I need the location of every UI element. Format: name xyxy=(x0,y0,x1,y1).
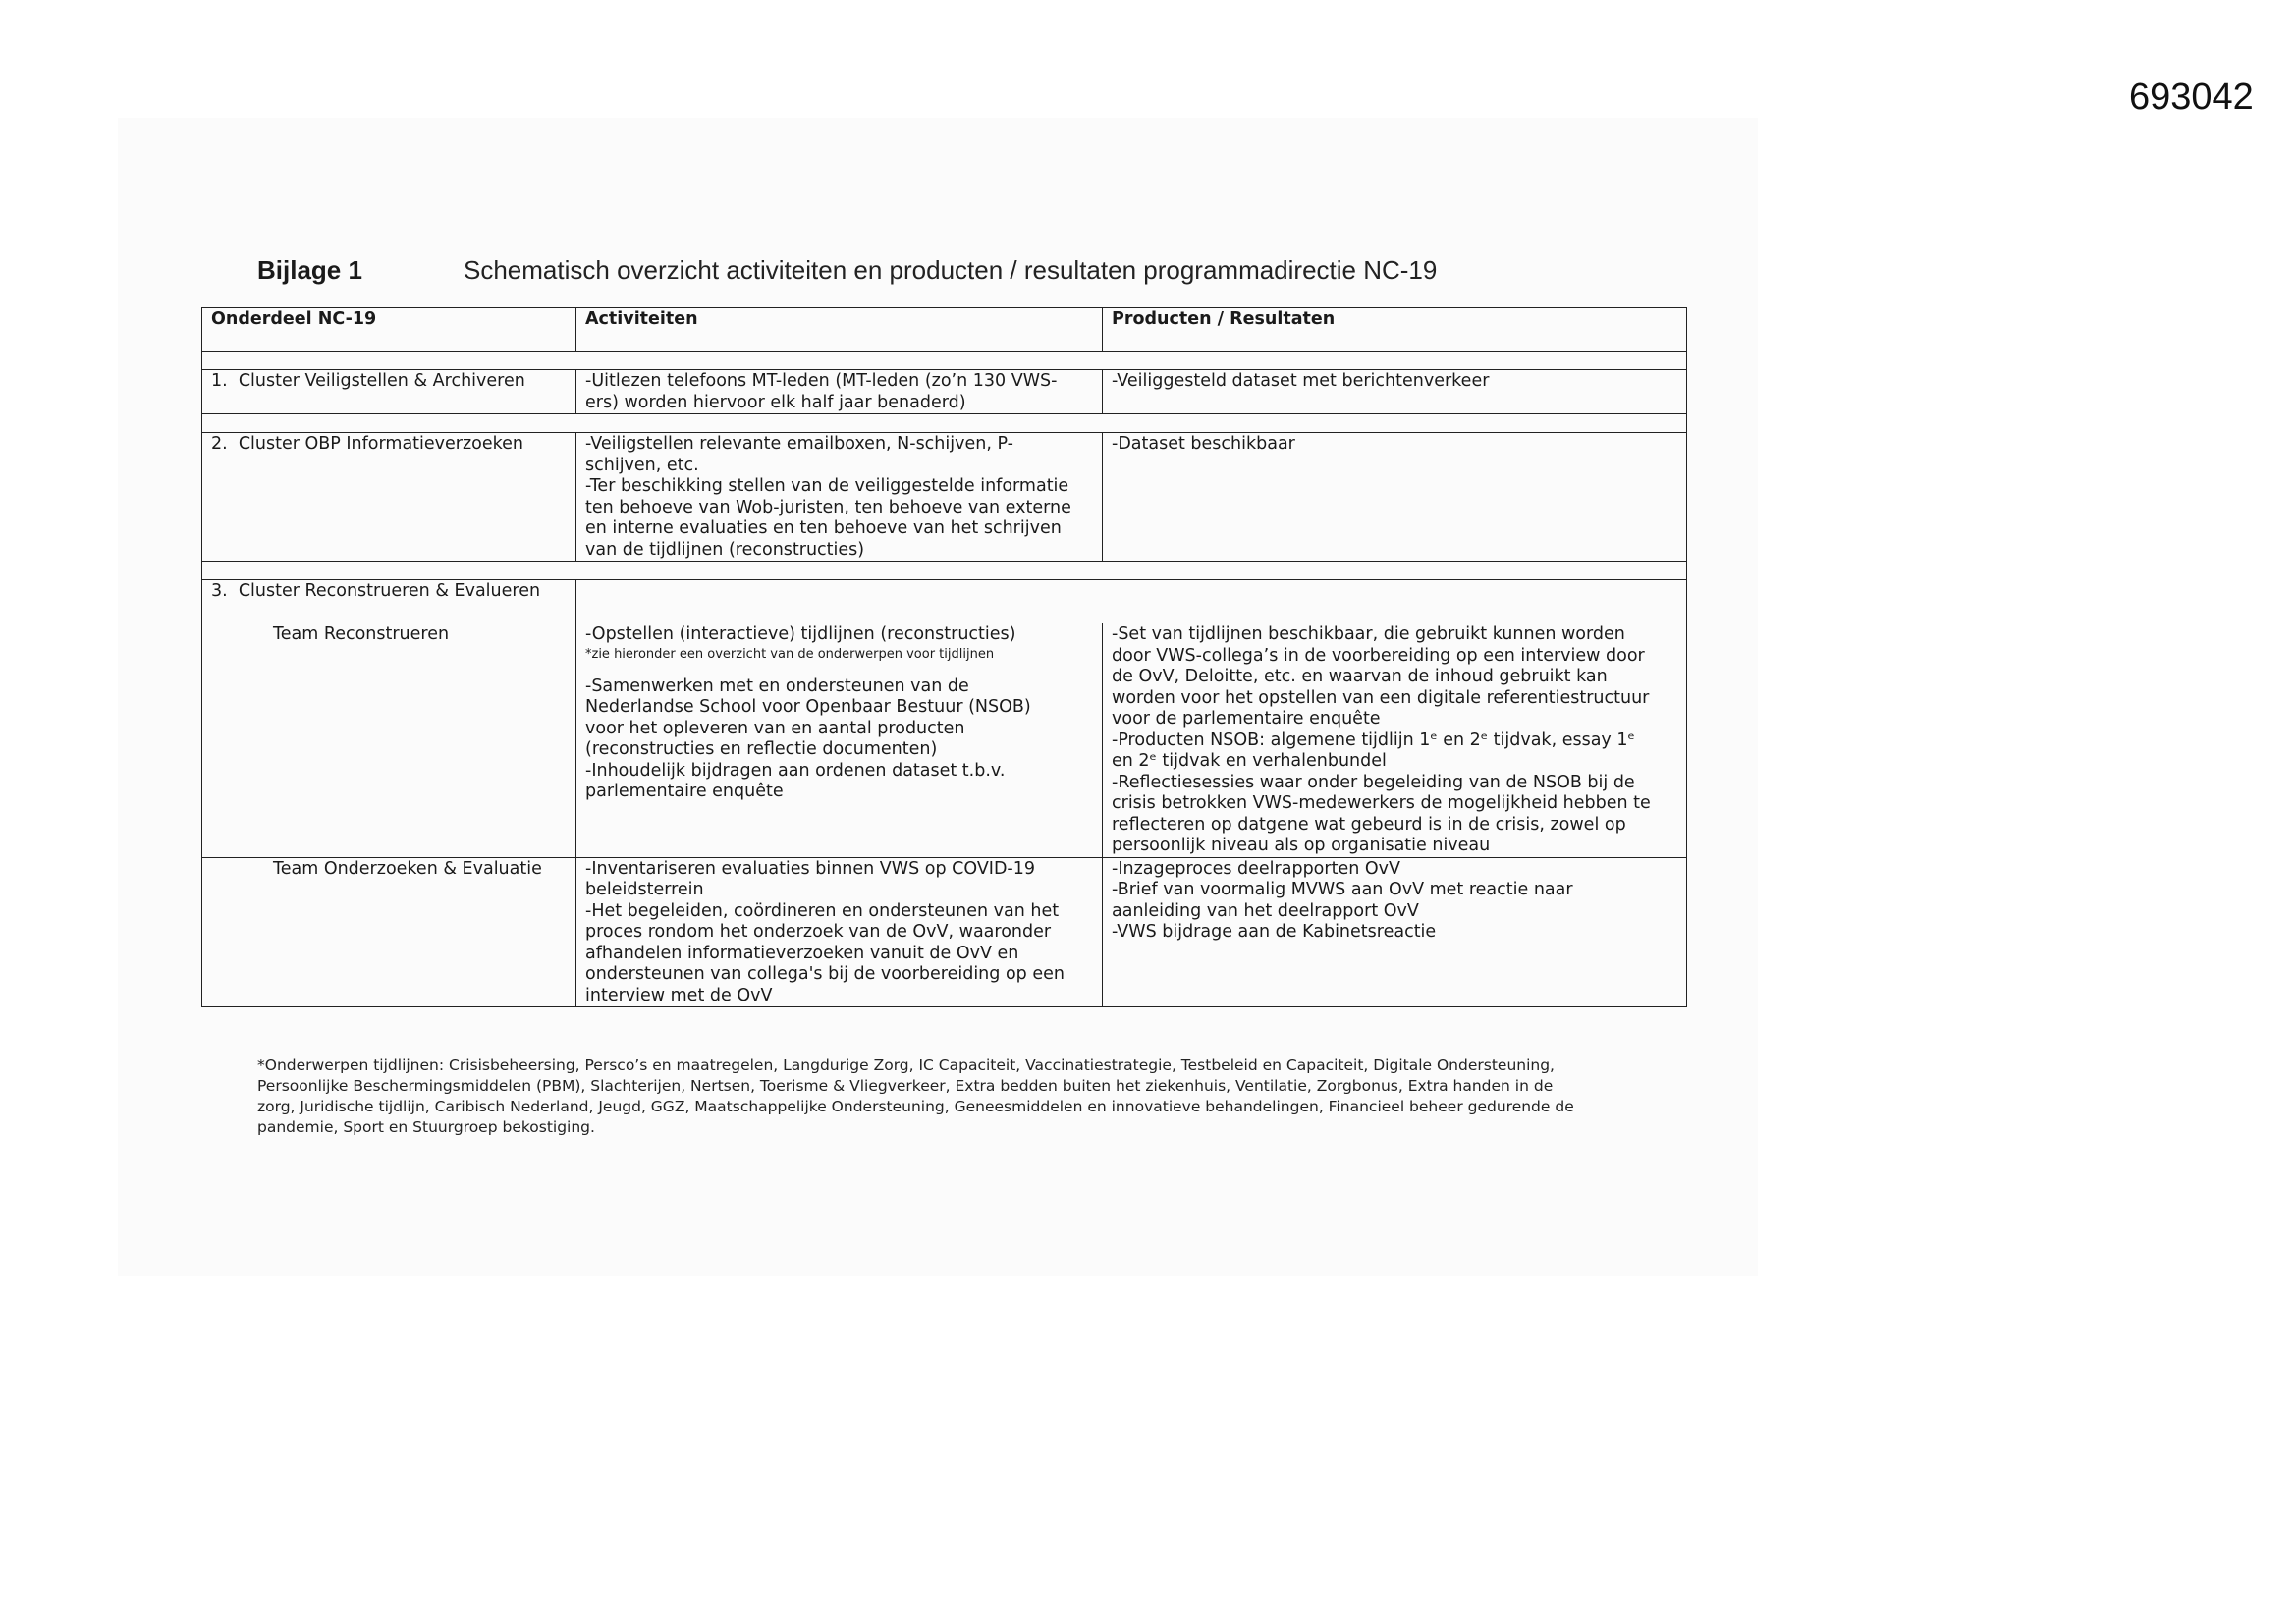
annex-title: Schematisch overzicht activiteiten en producten / resultaten programmadirectie NC-19 xyxy=(464,255,1438,285)
cluster-1-name: 1. Cluster Veiligstellen & Archiveren xyxy=(202,370,576,414)
spacer-row xyxy=(202,414,1687,433)
timeline-topics-note: *zie hieronder een overzicht van de onderwerpen voor tijdlijnen xyxy=(585,646,995,662)
overview-table xyxy=(201,307,1687,1007)
timeline-topics-footnote: *Onderwerpen tijdlijnen: Crisisbeheersing, Persco’s en maatregelen, Langdurige Zorg, IC Capaciteit, Vaccinatiestrategie, Testbeleid en Capaciteit, Digitale Ondersteuning, Persoonlijke Beschermingsmiddelen (PBM), Slachterijen, Nertsen, Toerisme & Vliegverkeer, Extra bedden buiten het ziekenhuis, Ventilatie, Zorgbonus, Extra handen in de zorg, Juridische tijdlijn, Caribisch Nederland, Jeugd, GGZ, Maatschappelijke Ondersteuning, Geneesmiddelen en innovatieve behandelingen, Financieel beheer gedurende de pandemie, Sport en Stuurgroep bekostiging. xyxy=(257,1056,1574,1136)
cluster-2-results: -Dataset beschikbaar xyxy=(1103,433,1687,562)
annex-heading xyxy=(257,255,1437,286)
table-row-cluster-3 xyxy=(202,580,1687,623)
table-row-team-reconstrueren xyxy=(202,623,1687,858)
team-reconstrueren-results: -Set van tijdlijnen beschikbaar, die gebruikt kunnen worden door VWS-collega’s in de voorbereiding op een interview door de OvV, Deloitte, etc. en waarvan de inhoud gebruikt kan worden voor het opstellen van een digitale referentiestructuur voor de parlementaire enquête -Producten NSOB: algemene tijdlijn 1ᵉ en 2ᵉ tijdvak, essay 1ᵉ en 2ᵉ tijdvak en verhalenbundel -Reflectiesessies waar onder begeleiding van de NSOB bij de crisis betrokken VWS-medewerkers de mogelijkheid hebben te reflecteren op datgene wat gebeurd is in de crisis, zowel op persoonlijk niveau als op organisatie niveau xyxy=(1103,623,1687,858)
cluster-1-activities: -Uitlezen telefoons MT-leden (MT-leden (zo’n 130 VWS- ers) worden hiervoor elk half jaar benaderd) xyxy=(576,370,1103,414)
team-reconstrueren-activities: -Opstellen (interactieve) tijdlijnen (reconstructies) *zie hieronder een overzicht van de onderwerpen voor tijdlijnen -Samenwerken met en ondersteunen van de Nederlandse School voor Openbaar Bestuur (NSOB) voor het opleveren van en aantal producten (reconstructies en reflectie documenten) -Inhoudelijk bijdragen aan ordenen dataset t.b.v. parlementaire enquête xyxy=(576,623,1103,858)
spacer-row xyxy=(202,352,1687,370)
table-row-cluster-2 xyxy=(202,433,1687,562)
cluster-3-empty-cell xyxy=(576,580,1687,623)
document-number: 693042 xyxy=(2129,77,2254,118)
table-header-row xyxy=(202,308,1687,352)
table-row-cluster-1 xyxy=(202,370,1687,414)
header-onderdeel: Onderdeel NC-19 xyxy=(202,308,576,352)
team-reconstrueren-name: Team Reconstrueren xyxy=(202,623,576,858)
team-onderzoeken-results: -Inzageproces deelrapporten OvV -Brief van voormalig MVWS aan OvV met reactie naar aanleiding van het deelrapport OvV -VWS bijdrage aan de Kabinetsreactie xyxy=(1103,857,1687,1007)
cluster-2-activities: -Veiligstellen relevante emailboxen, N-schijven, P- schijven, etc. -Ter beschikking stellen van de veiliggestelde informatie ten behoeve van Wob-juristen, ten behoeve van externe en interne evaluaties en ten behoeve van het schrijven van de tijdlijnen (reconstructies) xyxy=(576,433,1103,562)
cluster-3-name: 3. Cluster Reconstrueren & Evalueren xyxy=(202,580,576,623)
spacer-row xyxy=(202,562,1687,580)
cluster-1-results: -Veiliggesteld dataset met berichtenverkeer xyxy=(1103,370,1687,414)
team-onderzoeken-name: Team Onderzoeken & Evaluatie xyxy=(202,857,576,1007)
annex-label: Bijlage 1 xyxy=(257,255,362,285)
header-producten: Producten / Resultaten xyxy=(1103,308,1687,352)
table-row-team-onderzoeken xyxy=(202,857,1687,1007)
team-onderzoeken-activities: -Inventariseren evaluaties binnen VWS op COVID-19 beleidsterrein -Het begeleiden, coördineren en ondersteunen van het proces rondom het onderzoek van de OvV, waaronder afhandelen informatieverzoeken vanuit de OvV en ondersteunen van collega's bij de voorbereiding op een interview met de OvV xyxy=(576,857,1103,1007)
cluster-2-name: 2. Cluster OBP Informatieverzoeken xyxy=(202,433,576,562)
header-activiteiten: Activiteiten xyxy=(576,308,1103,352)
